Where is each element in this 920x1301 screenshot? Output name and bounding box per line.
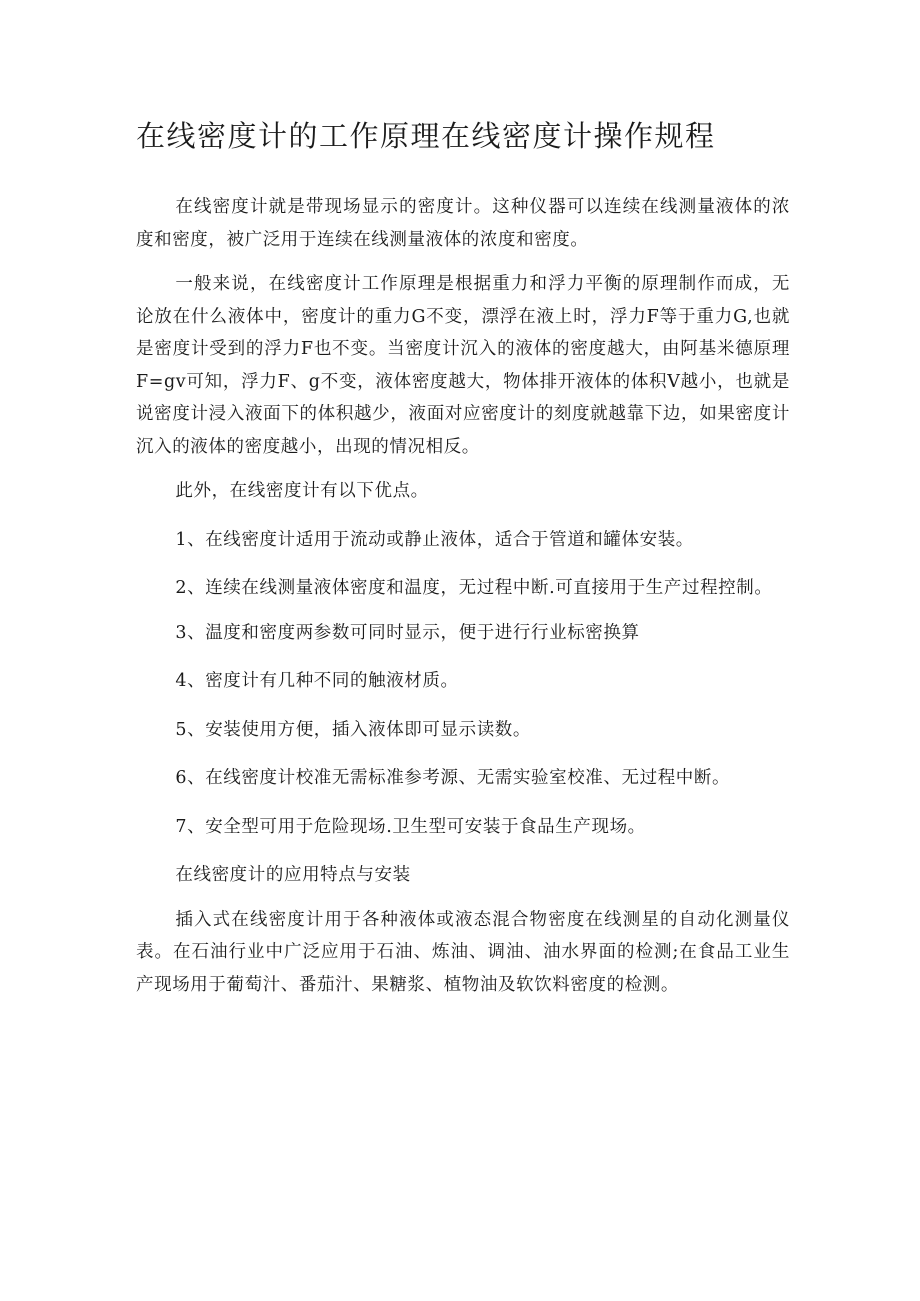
list-item-advantage-2: 2、连续在线测量液体密度和温度，无过程中断.可直接用于生产过程控制。 <box>175 578 773 598</box>
paragraph-intro: 在线密度计就是带现场显示的密度计。这种仪器可以连续在线测量液体的浓度和密度，被广泛用于连续在线测量液体的浓度和密度。 <box>136 197 790 250</box>
paragraph-application: 插入式在线密度计用于各种液体或液态混合物密度在线测星的自动化测量仪表。在石油行业中广泛应用于石油、炼油、调油、油水界面的检测;在食品工业生产现场用于葡萄汁、番茄汁、果糖浆、植物油及软饮料密度的检测。 <box>136 909 790 995</box>
document-body <box>136 191 790 1013</box>
section-subheading: 在线密度计的应用特点与安装 <box>175 865 411 885</box>
page-title: 在线密度计的工作原理在线密度计操作规程 <box>136 119 716 153</box>
list-item-advantage-4: 4、密度计有几种不同的触液材质。 <box>175 671 459 691</box>
list-item-advantage-5: 5、安装使用方便，插入液体即可显示读数。 <box>175 719 532 740</box>
list-item-advantage-6: 6、在线密度计校准无需标准参考源、无需实验室校准、无过程中断。 <box>175 768 731 788</box>
list-item-advantage-7: 7、安全型可用于危险现场.卫生型可安装于食品生产现场。 <box>175 816 646 837</box>
paragraph-advantages-intro: 此外，在线密度计有以下优点。 <box>175 481 429 501</box>
list-item-advantage-3: 3、温度和密度两参数可同时显示，便于进行行业标密换算 <box>175 622 640 643</box>
paragraph-working-principle: 一般来说，在线密度计工作原理是根据重力和浮力平衡的原理制作而成，无论放在什么液体中，密度计的重力G不变，漂浮在液上时，浮力F等于重力G,也就是密度计受到的浮力F也不变。当密度计沉入的液体的密度越大，由阿基米德原理F=gv可知，浮力F、g不变，液体密度越大，物体排开液体的体积V越小，也就是说密度计浸入液面下的体积越少，液面对应密度计的刻度就越靠下边，如果密度计沉入的液体的密度越小，出现的情况相反。 <box>136 274 790 457</box>
list-item-advantage-1: 1、在线密度计适用于流动或静止液体，适合于管道和罐体安装。 <box>175 529 694 550</box>
